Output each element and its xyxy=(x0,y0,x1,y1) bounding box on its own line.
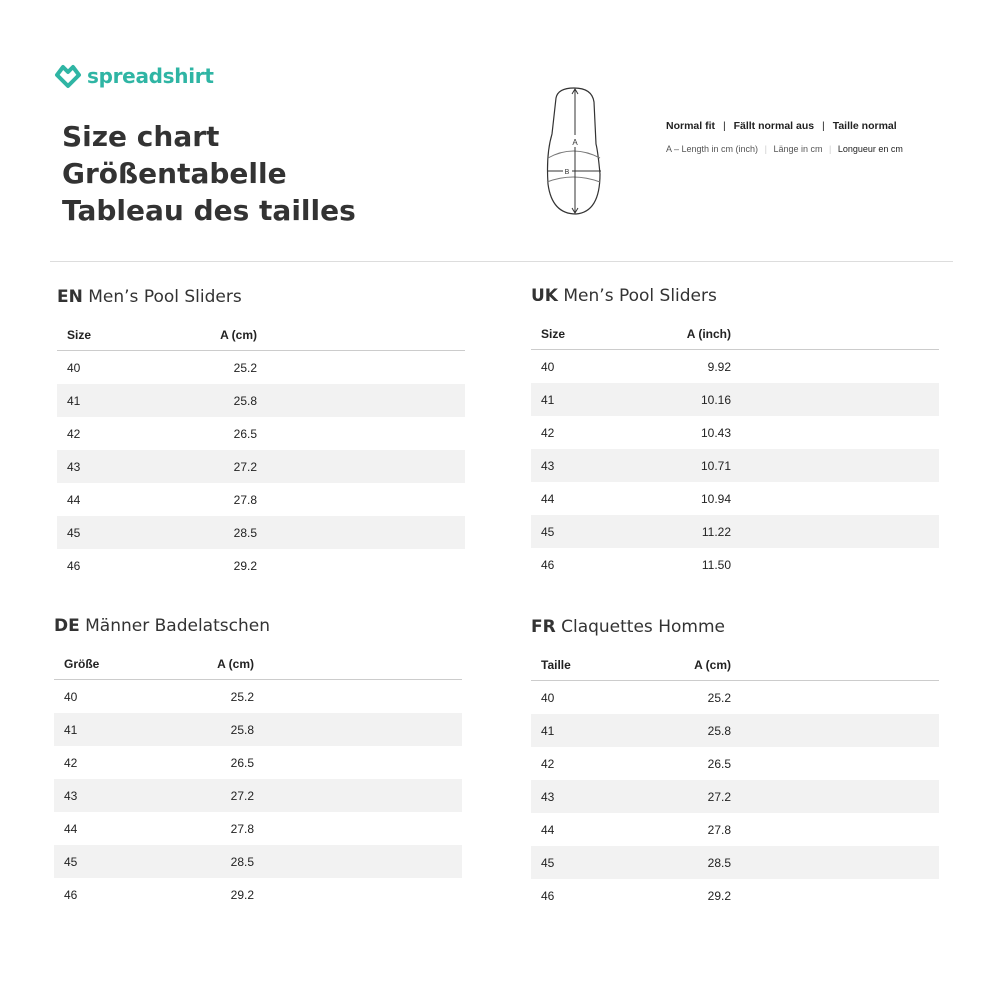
size-cell: 46 xyxy=(64,887,78,902)
table-row xyxy=(57,450,465,483)
size-cell: 46 xyxy=(541,888,555,903)
legend-en: A – Length in cm (inch) xyxy=(666,144,759,154)
table-body xyxy=(531,681,939,912)
value-cell: 25.2 xyxy=(233,360,257,375)
table-header xyxy=(54,648,462,680)
value-cell: 28.5 xyxy=(230,854,254,869)
value-cell: 25.8 xyxy=(707,723,731,738)
table-row xyxy=(531,714,939,747)
table-row xyxy=(531,548,939,581)
table-row xyxy=(531,482,939,515)
value-cell: 11.22 xyxy=(701,524,731,539)
value-cell: 27.8 xyxy=(233,492,257,507)
size-cell: 40 xyxy=(541,359,555,374)
measurement-legend xyxy=(666,144,903,154)
value-cell: 27.2 xyxy=(233,459,257,474)
size-cell: 43 xyxy=(67,459,81,474)
table-row xyxy=(54,680,462,713)
table-row xyxy=(54,812,462,845)
value-cell: 26.5 xyxy=(707,756,731,771)
table-body xyxy=(531,350,939,581)
table-row xyxy=(54,878,462,911)
size-cell: 42 xyxy=(64,755,78,770)
column-header-size: Größe xyxy=(64,656,100,671)
heart-diamond-icon xyxy=(54,63,82,89)
size-cell: 43 xyxy=(541,458,555,473)
size-cell: 43 xyxy=(541,789,555,804)
legend-separator: | xyxy=(764,144,767,154)
size-cell: 44 xyxy=(541,822,555,837)
value-cell: 10.43 xyxy=(700,425,731,440)
size-cell: 44 xyxy=(67,492,81,507)
fit-separator: | xyxy=(822,120,825,132)
value-cell: 25.8 xyxy=(233,393,257,408)
value-cell: 25.2 xyxy=(230,689,254,704)
table-row xyxy=(54,779,462,812)
slider-outline-icon xyxy=(538,84,608,220)
size-cell: 44 xyxy=(64,821,78,836)
size-cell: 41 xyxy=(64,722,78,737)
diagram-label-a: A xyxy=(572,138,578,147)
table-row xyxy=(57,417,465,450)
header-divider xyxy=(50,261,953,262)
table-name: Men’s Pool Sliders xyxy=(88,287,242,307)
fit-de: Fällt normal aus xyxy=(733,120,815,132)
column-header-size: Size xyxy=(67,327,92,342)
table-lang-code: UK xyxy=(531,286,558,306)
value-cell: 26.5 xyxy=(230,755,254,770)
size-cell: 45 xyxy=(541,855,555,870)
size-cell: 46 xyxy=(541,557,555,572)
table-name: Men’s Pool Sliders xyxy=(563,286,717,306)
title-fr: Tableau des tailles xyxy=(62,194,356,227)
column-header-a: A (cm) xyxy=(694,657,731,672)
size-cell: 42 xyxy=(541,756,555,771)
value-cell: 29.2 xyxy=(233,558,257,573)
value-cell: 9.92 xyxy=(707,359,731,374)
table-header xyxy=(57,319,465,351)
size-cell: 46 xyxy=(67,558,81,573)
size-cell: 40 xyxy=(67,360,81,375)
size-cell: 40 xyxy=(64,689,78,704)
table-row xyxy=(531,846,939,879)
table-title xyxy=(54,614,462,638)
value-cell: 27.8 xyxy=(230,821,254,836)
column-header-size: Size xyxy=(541,326,566,341)
legend-de: Länge in cm xyxy=(773,144,823,154)
value-cell: 10.94 xyxy=(700,491,731,506)
value-cell: 11.50 xyxy=(701,557,731,572)
value-cell: 25.8 xyxy=(230,722,254,737)
value-cell: 29.2 xyxy=(707,888,731,903)
column-header-a: A (cm) xyxy=(217,656,254,671)
size-cell: 45 xyxy=(541,524,555,539)
fit-en: Normal fit xyxy=(666,120,716,132)
table-row xyxy=(531,879,939,912)
table-en xyxy=(57,285,465,582)
table-header xyxy=(531,318,939,350)
table-de xyxy=(54,614,462,911)
value-cell: 10.71 xyxy=(700,458,731,473)
size-cell: 42 xyxy=(67,426,81,441)
table-row xyxy=(57,384,465,417)
table-row xyxy=(531,515,939,548)
size-cell: 42 xyxy=(541,425,555,440)
table-row xyxy=(531,416,939,449)
value-cell: 28.5 xyxy=(707,855,731,870)
value-cell: 27.2 xyxy=(707,789,731,804)
table-title xyxy=(531,615,939,639)
table-row xyxy=(531,813,939,846)
table-fr xyxy=(531,615,939,912)
table-row xyxy=(57,483,465,516)
table-title xyxy=(57,285,465,309)
table-uk xyxy=(531,284,939,581)
table-body xyxy=(57,351,465,582)
legend-separator: | xyxy=(828,144,832,154)
table-lang-code: DE xyxy=(54,616,80,636)
table-lang-code: EN xyxy=(57,287,83,307)
size-cell: 44 xyxy=(541,491,555,506)
table-name: Männer Badelatschen xyxy=(85,616,270,636)
diagram-label-b: B xyxy=(564,169,570,176)
table-row xyxy=(531,383,939,416)
size-cell: 45 xyxy=(64,854,78,869)
table-row xyxy=(54,713,462,746)
page-titles xyxy=(62,118,356,229)
fit-fr: Taille normal xyxy=(832,120,897,132)
spreadshirt-logo xyxy=(54,63,214,89)
table-body xyxy=(54,680,462,911)
table-header xyxy=(531,649,939,681)
size-cell: 41 xyxy=(541,723,555,738)
size-cell: 41 xyxy=(67,393,81,408)
brand-name: spreadshirt xyxy=(87,64,214,88)
table-row xyxy=(531,747,939,780)
table-name: Claquettes Homme xyxy=(561,617,725,637)
value-cell: 26.5 xyxy=(233,426,257,441)
column-header-a: A (cm) xyxy=(220,327,257,342)
title-de: Größentabelle xyxy=(62,157,287,190)
value-cell: 27.8 xyxy=(707,822,731,837)
value-cell: 28.5 xyxy=(233,525,257,540)
title-en: Size chart xyxy=(62,120,220,153)
column-header-a: A (inch) xyxy=(686,326,731,341)
column-header-size: Taille xyxy=(541,657,571,672)
table-row xyxy=(531,449,939,482)
size-cell: 45 xyxy=(67,525,81,540)
value-cell: 29.2 xyxy=(230,887,254,902)
value-cell: 27.2 xyxy=(230,788,254,803)
table-row xyxy=(54,845,462,878)
table-row xyxy=(54,746,462,779)
table-row xyxy=(531,681,939,714)
table-row xyxy=(57,516,465,549)
size-cell: 40 xyxy=(541,690,555,705)
legend-fr: Longueur en cm xyxy=(837,144,903,154)
table-title xyxy=(531,284,939,308)
table-row xyxy=(57,351,465,384)
table-lang-code: FR xyxy=(531,617,556,637)
table-row xyxy=(57,549,465,582)
fit-info xyxy=(666,120,897,132)
table-row xyxy=(531,350,939,383)
value-cell: 10.16 xyxy=(700,392,731,407)
fit-separator: | xyxy=(722,120,726,132)
size-cell: 41 xyxy=(541,392,555,407)
table-row xyxy=(531,780,939,813)
value-cell: 25.2 xyxy=(707,690,731,705)
size-cell: 43 xyxy=(64,788,78,803)
